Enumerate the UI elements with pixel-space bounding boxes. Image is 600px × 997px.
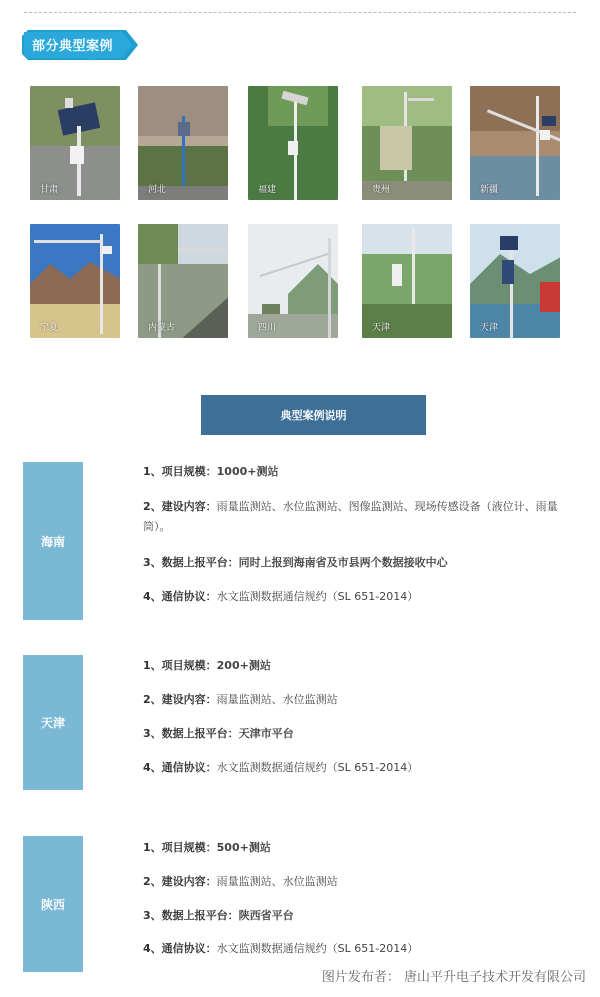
item-value: 水文监测数据通信规约（SL 651-2014）	[216, 942, 419, 955]
item-key: 2、建设内容：	[143, 693, 217, 706]
section-title: 部分典型案例	[32, 39, 114, 54]
case-item-scale	[143, 838, 573, 858]
top-divider	[24, 12, 576, 13]
photo-label: 四川	[258, 323, 277, 333]
item-value: 天津市平台	[238, 727, 294, 740]
photo-label: 内蒙古	[148, 323, 176, 333]
item-key: 4、通信协议：	[143, 761, 217, 774]
item-value: 500+测站	[216, 841, 271, 854]
photo-tianjin-b	[470, 224, 560, 338]
case-item-protocol	[143, 758, 573, 778]
region-tag-shaanxi: 陕西	[23, 836, 83, 972]
case-item-protocol	[143, 587, 573, 607]
photo-tianjin-a	[362, 224, 452, 338]
case-item-content	[143, 497, 573, 537]
item-key: 4、通信协议：	[143, 942, 217, 955]
photo-sichuan	[248, 224, 338, 338]
region-tag-hainan: 海南	[23, 462, 83, 620]
item-value: 陕西省平台	[238, 909, 294, 922]
photo-ningxia	[30, 224, 120, 338]
item-value: 水文监测数据通信规约（SL 651-2014）	[216, 590, 419, 603]
item-key: 3、数据上报平台：	[143, 909, 239, 922]
photo-hebei	[138, 86, 228, 200]
section-title-badge	[22, 30, 138, 60]
item-value: 同时上报到海南省及市县两个数据接收中心	[238, 556, 448, 569]
credit-company: 唐山平升电子技术开发有限公司	[403, 970, 586, 985]
item-value: 200+测站	[216, 659, 271, 672]
item-value: 水文监测数据通信规约（SL 651-2014）	[216, 761, 419, 774]
photo-label: 福建	[258, 185, 277, 195]
item-key: 3、数据上报平台：	[143, 556, 239, 569]
item-key: 1、项目规模：	[143, 465, 217, 478]
region-tag-tianjin: 天津	[23, 655, 83, 790]
photo-label: 宁夏	[40, 323, 59, 333]
item-key: 1、项目规模：	[143, 659, 217, 672]
case-item-platform	[143, 553, 573, 573]
case-section-title: 典型案例说明	[201, 395, 426, 435]
case-item-protocol	[143, 939, 573, 959]
photo-label: 甘肃	[40, 185, 59, 195]
case-item-scale	[143, 656, 573, 676]
photo-xinjiang	[470, 86, 560, 200]
photo-guizhou	[362, 86, 452, 200]
photo-label: 新疆	[480, 185, 499, 195]
item-value: 雨量监测站、水位监测站、图像监测站、现场传感设备（液位计、雨量筒）。	[143, 500, 558, 533]
credit-prefix: 图片发布者：	[321, 970, 400, 985]
item-value: 雨量监测站、水位监测站	[216, 693, 338, 706]
case-item-platform	[143, 906, 573, 926]
photo-label: 天津	[480, 323, 499, 333]
item-key: 2、建设内容：	[143, 500, 217, 513]
photo-gansu	[30, 86, 120, 200]
item-key: 4、通信协议：	[143, 590, 217, 603]
photo-label: 贵州	[372, 185, 391, 195]
photo-label: 河北	[148, 185, 167, 195]
item-value: 雨量监测站、水位监测站	[216, 875, 338, 888]
case-item-content	[143, 872, 573, 892]
item-key: 1、项目规模：	[143, 841, 217, 854]
badge-arrows-icon: ›››	[88, 54, 95, 63]
item-key: 3、数据上报平台：	[143, 727, 239, 740]
case-item-content	[143, 690, 573, 710]
item-key: 2、建设内容：	[143, 875, 217, 888]
photo-neimenggu	[138, 224, 228, 338]
photo-fujian	[248, 86, 338, 200]
photo-label: 天津	[372, 323, 391, 333]
footer-credit	[322, 966, 586, 985]
case-item-scale	[143, 462, 573, 482]
item-value: 1000+测站	[216, 465, 279, 478]
case-item-platform	[143, 724, 573, 744]
